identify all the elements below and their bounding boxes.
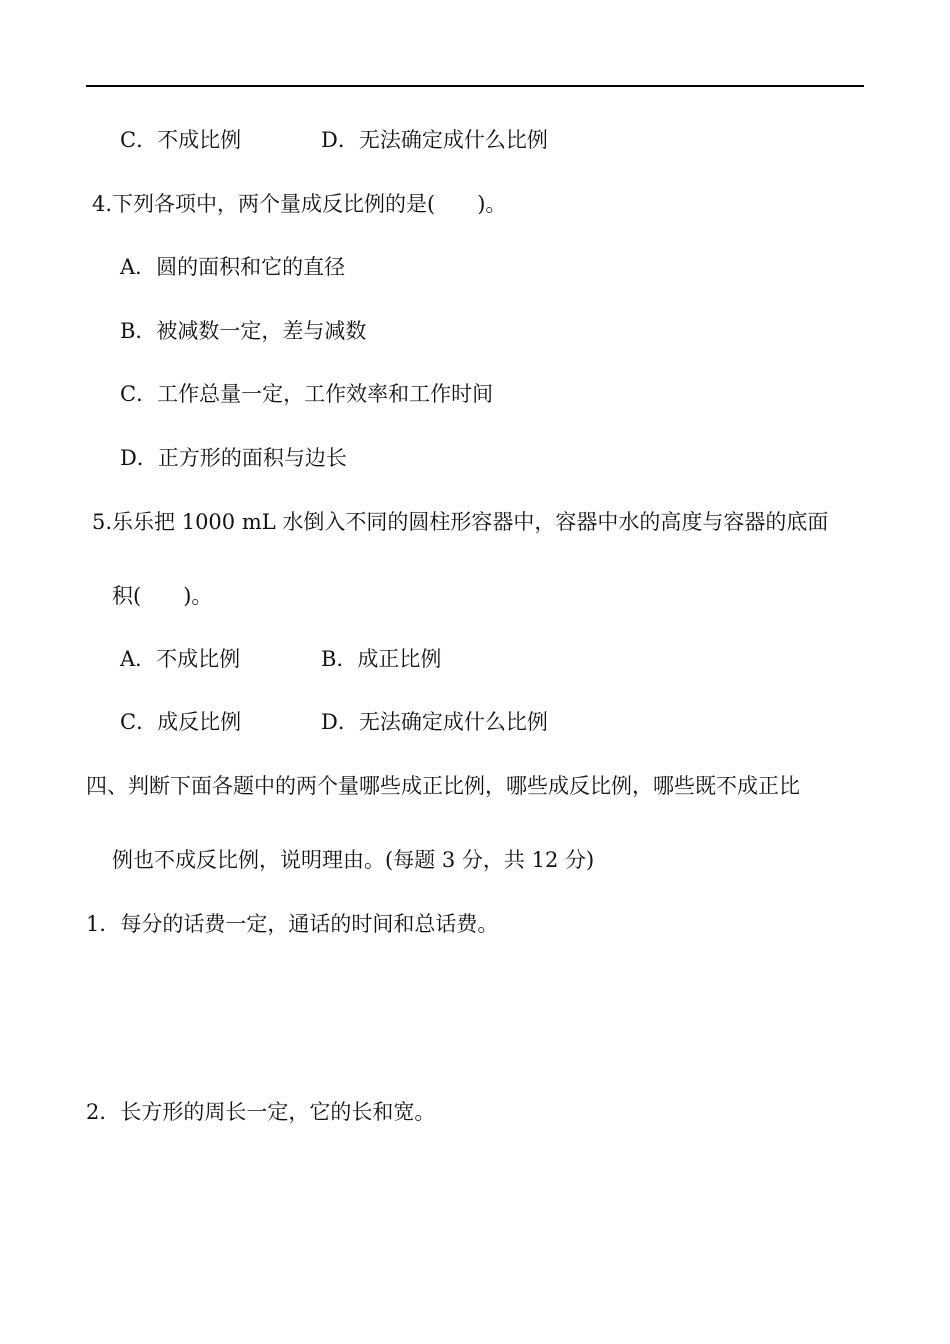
section4-heading-line1: 四、判断下面各题中的两个量哪些成正比例，哪些成反比例，哪些既不成正比 — [86, 774, 800, 798]
q4-option-a: A．圆的面积和它的直径 — [120, 255, 346, 279]
q5-option-d: D．无法确定成什么比例 — [321, 710, 548, 734]
section4-item-1: 1．每分的话费一定，通话的时间和总话费。 — [86, 912, 499, 936]
q4-option-b: B．被减数一定，差与减数 — [120, 319, 367, 343]
header-rule — [86, 85, 864, 87]
q5-option-a: A．不成比例 — [120, 647, 241, 671]
section4-item-2: 2．长方形的周长一定，它的长和宽。 — [86, 1100, 436, 1124]
q4-option-c: C．工作总量一定，工作效率和工作时间 — [120, 382, 494, 406]
q5-option-c: C．成反比例 — [120, 710, 242, 734]
q4-stem: 4.下列各项中，两个量成反比例的是( )。 — [92, 192, 507, 216]
q3-option-d: D．无法确定成什么比例 — [321, 128, 548, 152]
q5-option-b: B．成正比例 — [321, 647, 442, 671]
section4-heading-line2: 例也不成反比例，说明理由。(每题 3 分，共 12 分) — [112, 848, 595, 872]
q5-stem-line2: 积( )。 — [112, 584, 213, 608]
q3-option-c: C．不成比例 — [120, 128, 242, 152]
q4-option-d: D．正方形的面积与边长 — [120, 446, 347, 470]
q5-stem-line1: 5.乐乐把 1000 mL 水倒入不同的圆柱形容器中，容器中水的高度与容器的底面 — [92, 510, 829, 534]
